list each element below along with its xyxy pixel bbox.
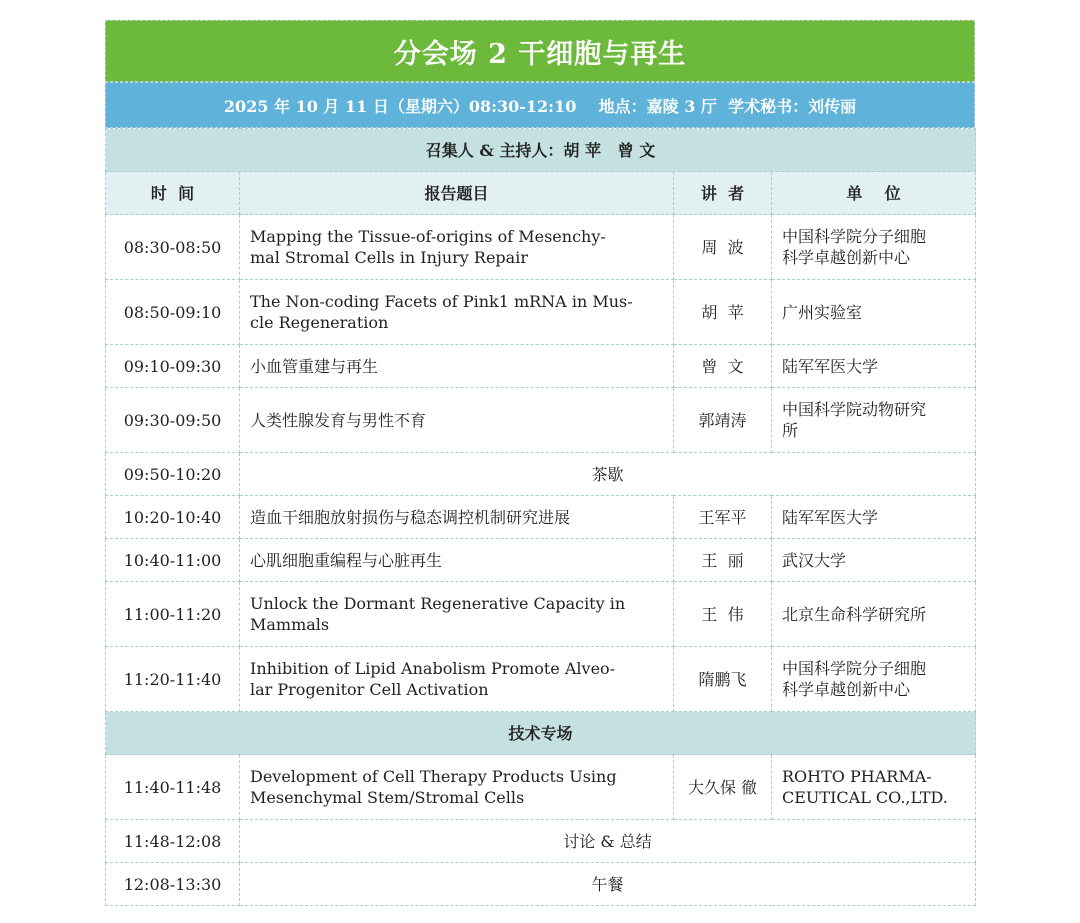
break-row	[106, 453, 976, 496]
speaker-cell: 隋鹏飞	[674, 647, 772, 712]
talk-title-cell: The Non-coding Facets of Pink1 mRNA in Mus- cle Regeneration	[240, 280, 674, 345]
talk-title-cell: 人类性腺发育与男性不育	[240, 388, 674, 453]
talk-title-cell: 小血管重建与再生	[240, 345, 674, 388]
talk-title-cell: 心肌细胞重编程与心脏再生	[240, 539, 674, 582]
session-title-banner	[105, 20, 975, 82]
time-cell: 09:30-09:50	[106, 388, 240, 453]
affiliation-cell: 陆军军医大学	[772, 345, 976, 388]
time-cell: 10:40-11:00	[106, 539, 240, 582]
table-row	[106, 582, 976, 647]
time-cell: 11:00-11:20	[106, 582, 240, 647]
speaker-cell: 王军平	[674, 496, 772, 539]
column-header-row	[106, 172, 976, 215]
affiliation-cell: ROHTO PHARMA- CEUTICAL CO.,LTD.	[772, 755, 976, 820]
talk-title-cell: Development of Cell Therapy Products Using Mesenchymal Stem/Stromal Cells	[240, 755, 674, 820]
affiliation-cell: 北京生命科学研究所	[772, 582, 976, 647]
table-row	[106, 496, 976, 539]
speaker-cell: 周 波	[674, 215, 772, 280]
time-cell: 09:10-09:30	[106, 345, 240, 388]
column-header-title: 报告题目	[240, 172, 674, 215]
affiliation-cell: 中国科学院动物研究 所	[772, 388, 976, 453]
speaker-cell: 王 伟	[674, 582, 772, 647]
table-row	[106, 345, 976, 388]
session-title: 分会场 2 干细胞与再生	[393, 38, 687, 70]
convener-row	[106, 129, 976, 172]
speaker-cell: 胡 苹	[674, 280, 772, 345]
time-cell: 11:48-12:08	[106, 820, 240, 863]
break-row	[106, 820, 976, 863]
table-row	[106, 388, 976, 453]
time-cell: 11:40-11:48	[106, 755, 240, 820]
conveners-label: 召集人 & 主持人：胡 苹 曾 文	[106, 129, 976, 172]
time-cell: 08:50-09:10	[106, 280, 240, 345]
break-row	[106, 863, 976, 906]
break-cell: 午餐	[240, 863, 976, 906]
time-cell: 10:20-10:40	[106, 496, 240, 539]
table-row	[106, 755, 976, 820]
break-cell: 茶歇	[240, 453, 976, 496]
time-cell: 12:08-13:30	[106, 863, 240, 906]
affiliation-cell: 中国科学院分子细胞 科学卓越创新中心	[772, 647, 976, 712]
session-info-banner	[105, 82, 975, 128]
speaker-cell: 曾 文	[674, 345, 772, 388]
time-cell: 09:50-10:20	[106, 453, 240, 496]
tech-section-row	[106, 712, 976, 755]
time-cell: 08:30-08:50	[106, 215, 240, 280]
session-date-time: 2025 年 10 月 11 日（星期六）08:30-12:10	[223, 96, 577, 116]
talk-title-cell: 造血干细胞放射损伤与稳态调控机制研究进展	[240, 496, 674, 539]
column-header-unit: 单 位	[772, 172, 976, 215]
table-row	[106, 647, 976, 712]
talk-title-cell: Unlock the Dormant Regenerative Capacity in Mammals	[240, 582, 674, 647]
column-header-speaker: 讲 者	[674, 172, 772, 215]
schedule-table	[105, 128, 976, 906]
speaker-cell: 王 丽	[674, 539, 772, 582]
affiliation-cell: 中国科学院分子细胞 科学卓越创新中心	[772, 215, 976, 280]
session-secretary: 学术秘书：刘传丽	[728, 96, 857, 116]
speaker-cell: 大久保 徹	[674, 755, 772, 820]
affiliation-cell: 武汉大学	[772, 539, 976, 582]
tech-section-label: 技术专场	[106, 712, 976, 755]
affiliation-cell: 广州实验室	[772, 280, 976, 345]
table-row	[106, 539, 976, 582]
talk-title-cell: Mapping the Tissue-of-origins of Mesenchy- mal Stromal Cells in Injury Repair	[240, 215, 674, 280]
talk-title-cell: Inhibition of Lipid Anabolism Promote Alveo- lar Progenitor Cell Activation	[240, 647, 674, 712]
speaker-cell: 郭靖涛	[674, 388, 772, 453]
affiliation-cell: 陆军军医大学	[772, 496, 976, 539]
break-cell: 讨论 & 总结	[240, 820, 976, 863]
time-cell: 11:20-11:40	[106, 647, 240, 712]
program-sheet	[105, 20, 975, 906]
table-row	[106, 280, 976, 345]
session-venue: 地点：嘉陵 3 厅	[598, 96, 717, 116]
column-header-time: 时 间	[106, 172, 240, 215]
table-row	[106, 215, 976, 280]
